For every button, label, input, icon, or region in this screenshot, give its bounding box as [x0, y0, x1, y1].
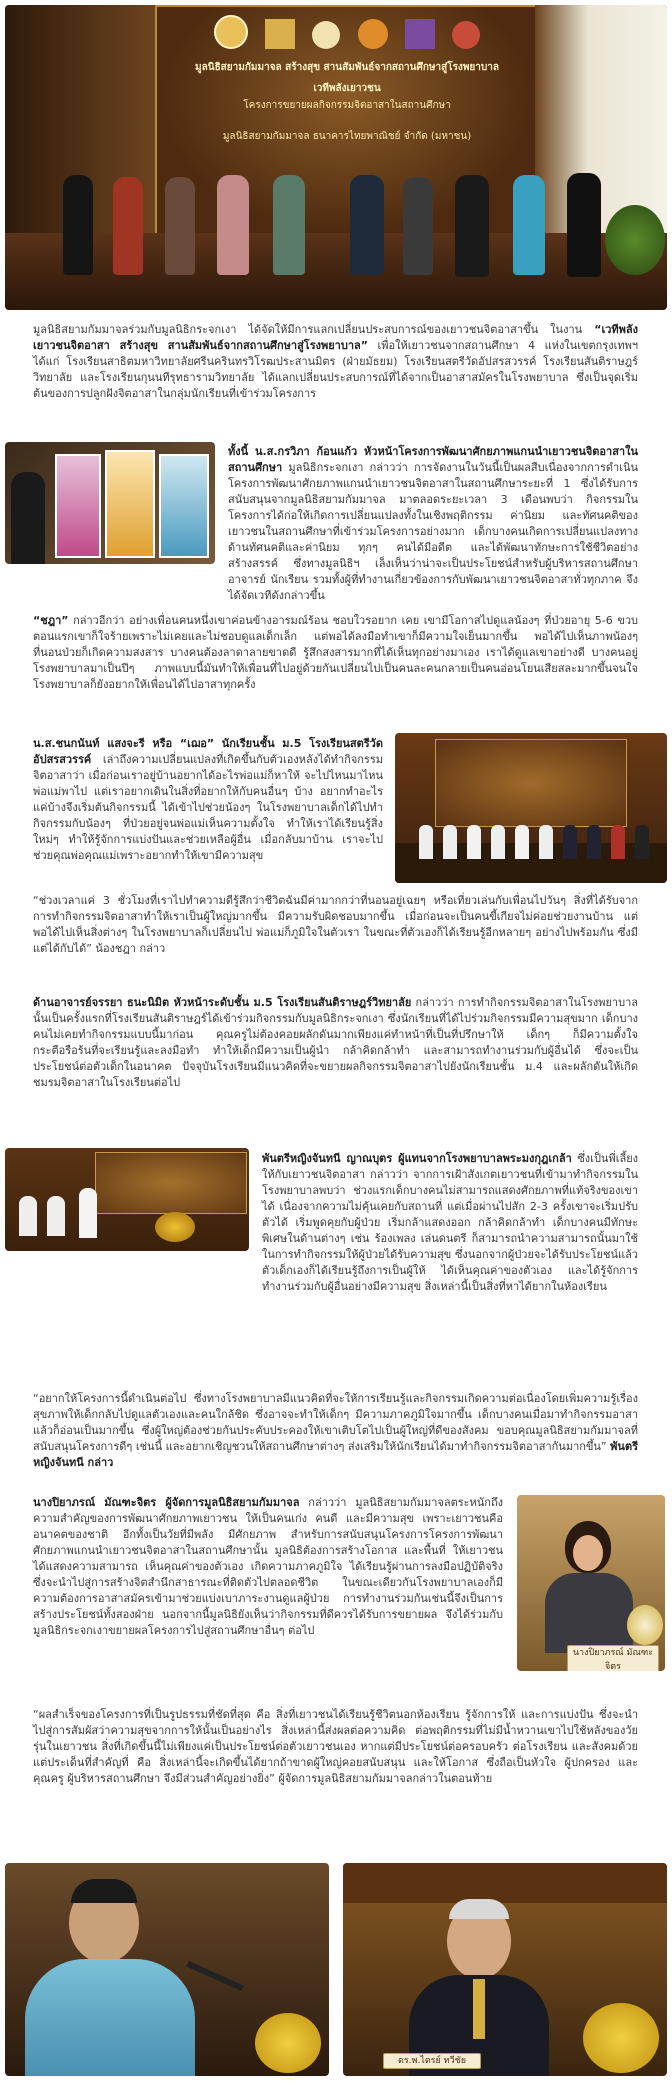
musician [47, 1196, 65, 1236]
student [515, 825, 529, 859]
panelist [455, 175, 489, 277]
speaker-hair [71, 1879, 137, 1903]
panelist [63, 175, 93, 275]
stage-banner-small [435, 739, 627, 827]
student [635, 825, 649, 859]
paragraph-teacher: ด้านอาจารย์จรรยา ธนะนิมิต หัวหน้าระดับชั้น ม.5 โรงเรียนสันติราษฎร์วิทยาลัย กล่าวว่า การทำกิจกรรมจิตอาสาในโรงพยาบาลนั้นเป็นครั้งแรกที่โรงเรียนสันติราษฎร์ได้เข้าร่วมกิจกรรมกับมูลนิธิกระจกเงา ซึ่งนักเรียนที่ได้ไปร่วมกิจกรรมมีความสุขมาก เด็กบางคนไม่เคยทำกิจกรรมแบบนี้มาก่อน คุณครูไม่ต้องคอยผลักดันมากเพียงแค่ทำหน้าที่เป็นที่ปรึกษาให้ เด็กๆ ก็มีความตั้งใจ กระตือรือร้นที่จะเรียนรู้และลงมือทำ ทำให้เด็กมีความเป็นผู้นำ กล้าคิดกล้าทำ และสามารถทำงานร่วมกับผู้อื่นได้ ซึ่งจะเป็นประโยชน์ต่อตัวเด็กในอนาคต ปัจจุบันโรงเรียนมีแนวคิดที่จะขยายผลกิจกรรมจิตอาสาไปยังนักเรียนชั้น ม.4 และผลักดันให้เกิดชมรมจิตอาสาในโรงเรียนต่อไป [33, 996, 638, 1089]
speaker-hair [449, 1899, 509, 1919]
speaker [11, 472, 45, 564]
student [491, 825, 505, 859]
panelist [165, 177, 195, 275]
panelist [567, 173, 601, 277]
flower-vase [155, 1212, 195, 1242]
student [419, 825, 433, 859]
logo-6 [452, 21, 480, 49]
student [611, 825, 625, 859]
poster [55, 454, 101, 558]
panelist [513, 175, 545, 275]
paragraph-chada: “ชฎา” กล่าวอีกว่า อย่างเพื่อนคนหนึ่งเขาค่อนข้างอารมณ์ร้อน ชอบใวรอยาก เคย เขามีโอกาสไปดูแลน้องๆ ที่ป่วยอายุ 5-6 ขวบ ตอนแรกเขาก็ใจร้ายเพราะไม่เคยและไม่ชอบดูแลเด็กเล็ก แต่พอได้ลงมือทำเขาก็มีความใจเย็นมากขึ้น พอได้ไปเห็นภาพน้องๆ ที่นอนป่วยก็เกิดความสงสาร บางคนต้องลาดาลายขาดดี รู้สึกสงสารมากที่ได้เห็นทุกอย่างมาเอง เราได้ดูแลเขาอย่างดี บางคนอยู่โรงพยาบาลมาเป็นปีๆ ภาพแบบนี้มันทำให้เพื่อนที่ไปอยู่ด้วยกันเปลี่ยนไปเป็นคนละคนกลายเป็นคนอ่อนโยนเสียสละมากขึ้นจนใจโรงพยาบาลก็ยังอยากให้เพื่อนได้ไปอาสาทุกครั้ง [33, 614, 639, 691]
panelist [217, 175, 249, 275]
panelist [113, 177, 143, 275]
paragraph-project-lead: ทั้งนี้ น.ส.กรวิภา ก้อนแก้ว หัวหน้าโครงการพัฒนาศักยภาพแกนนำเยาวชนจิตอาสาในสถานศึกษา มูลนิธิกระจกเงา กล่าวว่า การจัดงานในวันนี้เป็นผลสืบเนื่องจากการดำเนินโครงการพัฒนาศักยภาพแกนนำเยาวชนจิตอาสาในสถานศึกษาระยะที่ 1 ซึ่งได้รับการสนับสนุนจากมูลนิธิสยามกัมมาจล มาตลอดระยะเวลา 3 เดือนพบว่า กิจกรรมในโครงการได้ก่อให้เกิดการเปลี่ยนแปลงทั้งในเชิงพฤติกรรม ค่านิยม และทัศนคติของเยาวชนในสถานศึกษาที่เข้าร่วมโครงการอย่างมาก เด็กบางคนเกิดการเปลี่ยนแปลงทางด้านทัศนคติและค่านิยม ทุกๆ คนได้มีอดีต และได้พัฒนาทักษะการใช้ชีวิตอย่างสร้างสรรค์ ซึ่งทางมูลนิธิฯ เล็งเห็นว่าน่าจะเป็นประโยชน์สำหรับผู้บริหารสถานศึกษา อาจารย์ นักเรียน รวมทั้งผู้ที่ทำงานเกี่ยวข้องการกับพัฒนาเยาวชนจิตอาสาทั่วทุกภาค จึงได้จัดเวทีดังกล่าวขึ้น [228, 445, 639, 602]
panelist [403, 177, 433, 275]
exhibition-photo [5, 442, 215, 564]
speaker-left-photo [5, 1863, 329, 2076]
musician [19, 1196, 37, 1236]
tie [473, 1979, 485, 2039]
stage-floor-small [395, 843, 667, 883]
student [563, 825, 577, 859]
speaker-body [545, 1573, 633, 1653]
flowers [255, 2013, 321, 2073]
stage-backdrop [95, 1152, 247, 1214]
banner-subtitle: เวทีพลังเยาวชน [313, 83, 381, 94]
speaker-shirt [25, 1959, 195, 2076]
poster [105, 450, 155, 558]
musician [79, 1188, 97, 1238]
hero-photo [5, 5, 667, 310]
flower-decoration [605, 205, 665, 275]
paragraph-closing-quote: “ผลสำเร็จของโครงการที่เป็นรูปธรรมที่ชัดที่สุด คือ สิ่งที่เยาวชนได้เรียนรู้ชีวิตนอกห้องเรียน รู้จักการให้ และการแบ่งปัน ซึ่งจะนำไปสู่การสัมผัสว่าความสุขจากการให้นั้นเป็นอย่างไร สิ่งเหล่านี้ส่งผลต่อความคิด ต่อพฤติกรรมที่ไม่มีน้ำหวานเขาไปใช้หลังของวัยรุ่นในเยาวชน สิ่งที่เกิดขึ้นนี้ไม่เพียงแค่เป็นประโยชน์ต่อตัวเยาวชนเอง หากแต่มีประโยชน์ต่อครอบครัว ต่อโรงเรียน และสังคมด้วย แต่ประเด็นที่สำคัญที่ คือ สิ่งเหล่านี้จะเกิดขึ้นได้ยากถ้าขาดผู้ใหญ่คอยสนับสนุน และให้โอกาส ซึ่งถือเป็นหัวใจ ผู้ปกครอง และคุณครู ผู้บริหารสถานศึกษา จึงมีส่วนสำคัญอย่างยิ่ง” ผู้จัดการมูลนิธิสยามกัมมาจลกล่าวในตอนท้าย [33, 1708, 638, 1785]
name-plate: ดร.พ.ไตรย์ ทวีชัย [383, 2053, 481, 2069]
logo-4 [358, 19, 388, 49]
manager-photo [517, 1495, 665, 1671]
speaker-face [573, 1535, 603, 1571]
student [467, 825, 481, 859]
logo-5 [405, 19, 435, 49]
panelist [273, 175, 305, 275]
paragraph-intro: มูลนิธิสยามกัมมาจลร่วมกับมูลนิธิกระจกเงา ได้จัดให้มีการแลกเปลี่ยนประสบการณ์ของเยาวชนจิตอาสาขึ้น ในงาน “เวทีพลังเยาวชนจิตอาสา สร้างสุข สานสัมพันธ์จากสถานศึกษาสู่โรงพยาบาล” เพื่อให้เยาวชนจากสถานศึกษา 4 แห่งในเขตกรุงเทพฯ ได้แก่ โรงเรียนสาธิตมหาวิทยาลัยศรีนครินทรวิโรฒประสานมิตร (ฝ่ายมัธยม) โรงเรียนสตรีวัดอัปสรสวรรค์ โรงเรียนสันติราษฎร์วิทยาลัย และโรงเรียนกุนนทีรุทธารามวิทยาลัย ได้แลกเปลี่ยนประสบการณ์ที่ได้จากเป็นอาสาสมัครในโรงพยาบาล ซึ่งเป็นจุดเริ่มต้นของการปลูกฝังจิตอาสาในกลุ่มนักเรียนที่เข้าร่วมโครงการ [33, 323, 639, 400]
paragraph-cher-quote: “ช่วงเวลาแค่ 3 ชั่วโมงที่เราไปทำความดีรู้สึกว่าชีวิตฉันมีค่ามากกว่าที่นอนอยู่เฉยๆ หรือเที่ยวเล่นกับเพื่อนไปวันๆ สิ่งที่ได้รับจากการทำกิจกรรมจิตอาสาทำให้เราเป็นผู้ใหญ่มากขึ้น มีความรับผิดชอบมากขึ้น เมื่อก่อนจะเป็นคนขี้เกียจไม่ค่อยช่วยงานบ้าน แต่พอได้ไปเห็นสิ่งต่างๆ ในโรงพยาบาลก็เปลี่ยนไป พ่อแม่ก็ภูมิใจในตัวเรา ในขณะที่ตัวเองก็ได้เรียนรู้อีกหลายๆ อย่างไปพร้อมกัน ซึ่งมีแต่ได้กับได้” น้องชฎา กล่าว [33, 894, 638, 955]
student [587, 825, 601, 859]
paragraph-hospital-rep: พันตรีหญิงจันทนี ญาณบุตร ผู้แทนจากโรงพยาบาลพระมงกุฎเกล้า ซึ่งเป็นพี่เลี้ยงให้กับเยาวชนจิตอาสา กล่าวว่า จากการเฝ้าสังเกตเยาวชนที่เข้ามาทำกิจกรรมในโรงพยาบาลพบว่า ช่วงแรกเด็กบางคนไม่สามารถแสดงศักยภาพที่แท้จริงของเขาได้ เนื่องจากความไม่คุ้นเคยกับสถานที่ แต่เมื่อผ่านไปสัก 2-3 ครั้งเขาจะเริ่มปรับตัวได้ เริ่มพูดคุยกับผู้ป่วย เริ่มกล้าแสดงออก กล้าคิดกล้าทำ เด็กบางคนมีทักษะพิเศษในด้านต่างๆ เช่น ร้องเพลง เล่นดนตรี ก็สามารถนำความสามารถนั้นมาใช้ในการทำกิจกรรมให้ผู้ป่วยได้รับความสุข ซึ่งนอกจากผู้ป่วยจะได้รับประโยชน์แล้ว ตัวเด็กเองก็ได้เรียนรู้ถึงการเป็นผู้ให้ ได้เห็นคุณค่าของตัวเอง และได้รู้จักการทำงานร่วมกับผู้อื่นอย่างมีความสุข สิ่งเหล่านี้เป็นสิ่งที่หาได้ยากในห้องเรียน [262, 1152, 639, 1293]
flowers [583, 2003, 659, 2073]
student [539, 825, 553, 859]
logo-3 [312, 21, 340, 49]
students-stage-photo [395, 733, 667, 883]
paragraph-cher: น.ส.ชนกนันท์ แสงจะรี หรือ “เฌอ” นักเรียนชั้น ม.5 โรงเรียนสตรีวัดอัปสรสวรรค์ เล่าถึงความเปลี่ยนแปลงที่เกิดขึ้นกับตัวเองหลังได้ทำกิจกรรมจิตอาสาว่า เมื่อก่อนเราอยู่บ้านอยากได้อะไรพ่อแม่ก็หาให้ จะไปไหนมาไหนพ่อแม่พาไป แต่เราอยากเดินในสิ่งที่อยากให้กับคนอื่นๆ บ้าง อยากทำอะไรแค่บ้างจึงเริ่มต้นกิจกรรมนี้ ได้เข้าไปช่วยน้องๆ ในโรงพยาบาลเด็กได้ไปทำกิจกรรมกับน้องๆ ที่ป่วยอยู่จนพ่อแม่เห็นความตั้งใจ ทำให้เราได้เรียนรู้สิ่งใหม่ๆ ทำให้รู้จักการแบ่งปันและช่วยเหลือผู้อื่น เมื่อกลับมาบ้าน เราจะไปช่วยคุณพ่อคุณแม่เพราะอยากทำให้เขามีความสุข [33, 737, 383, 862]
banner-line3: โครงการขยายผลกิจกรรมจิตอาสาในสถานศึกษา [243, 100, 451, 111]
music-performance-photo [5, 1148, 249, 1251]
banner-line4: มูลนิธิสยามกัมมาจล ธนาคารไทยพาณิชย์ จำกัด (มหาชน) [222, 131, 472, 142]
right-curtain [535, 5, 667, 233]
name-plate: นางปิยาภรณ์ มัณฑะจิตร [567, 1645, 659, 1671]
speaker-right-photo [343, 1863, 667, 2076]
microphone [186, 1961, 243, 1991]
logo-1 [214, 15, 248, 49]
event-name: “เวทีพลังเยาวชนจิตอาสา สร้างสุข สานสัมพันธ์จากสถานศึกษาสู่โรงพยาบาล” [33, 323, 638, 352]
banner-fragment [343, 1863, 667, 1903]
paragraph-hospital-quote: “อยากให้โครงการนี้ดำเนินต่อไป ซึ่งทางโรงพยาบาลมีแนวคิดที่จะให้การเรียนรู้และกิจกรรมเกิดความต่อเนื่องโดยเพิ่มความรู้เรื่องสุขภาพให้เด็กกลับไปดูแลตัวเองและคนใกล้ชิด ซึ่งอาจจะทำให้เด็กๆ มีความภาคภูมิใจมากขึ้น เด็กบางคนเมื่อมาทำกิจกรรมอาสาแล้วก็อ่อนเป็นมากขึ้น ซึ่งผู้ใหญ่ต้องช่วยกันประคับประคองให้เขาเติบโตไปเป็นผู้ใหญ่ที่ดีของสังคม ขอบคุณมูลนิธิสยามกัมมาจลที่สนับสนุนโครงการดีๆ เช่นนี้ และอยากเชิญชวนให้สถานศึกษาต่างๆ ส่งเสริมให้นักเรียนได้มาทำกิจกรรมจิตอาสากันมากขึ้น” พันตรีหญิงจันทนี กล่าว [33, 1392, 638, 1469]
panelist [350, 175, 384, 275]
poster [159, 454, 209, 558]
logo-2 [265, 19, 295, 49]
banner-title: มูลนิธิสยามกัมมาจล สร้างสุข สานสัมพันธ์จากสถานศึกษาสู่โรงพยาบาล [195, 62, 499, 73]
flowers [627, 1605, 663, 1645]
student [443, 825, 457, 859]
paragraph-foundation-manager: นางปิยาภรณ์ มัณฑะจิตร ผู้จัดการมูลนิธิสยามกัมมาจล กล่าวว่า มูลนิธิสยามกัมมาจลตระหนักถึงความสำคัญของการพัฒนาศักยภาพเยาวชน ให้เป็นคนเก่ง คนดี และมีความสุข เพราะเยาวชนคืออนาคตของชาติ อีกทั้งเป็นวัยที่มีพลัง มีศักยภาพ สำหรับการสนับสนุนโครงการโครงการพัฒนาศักยภาพแกนนำเยาวชนจิตอาสาในสถานศึกษานั้น มูลนิธิต้องการสร้างโอกาส และพื้นที่ ให้เยาวชนได้แสดงความสามารถ เห็นคุณค่าของตัวเอง เกิดความภาคภูมิใจ ได้เรียนรู้ผ่านการลงมือปฏิบัติจริง ซึ่งจะนำไปสู่การสร้างจิตสำนึกสาธารณะที่ติดตัวไปตลอดชีวิต ในขณะเดียวกันโรงพยาบาลเองก็มีความต้องการอาสาสมัครเข้ามาช่วยแบ่งเบาภาระงานดูแลผู้ป่วย การทำงานร่วมกันเช่นนี้จึงเป็นการสร้างประโยชน์ทั้งสองฝ่าย นอกจากนี้มูลนิธิยังเห็นว่ากิจกรรมที่ดีควรได้รับการขยายผล จึงได้ร่วมกับมูลนิธิกระจกเงาขยายผลโครงการไปสู่สถานศึกษาอื่นๆ ต่อไป [33, 1496, 503, 1637]
